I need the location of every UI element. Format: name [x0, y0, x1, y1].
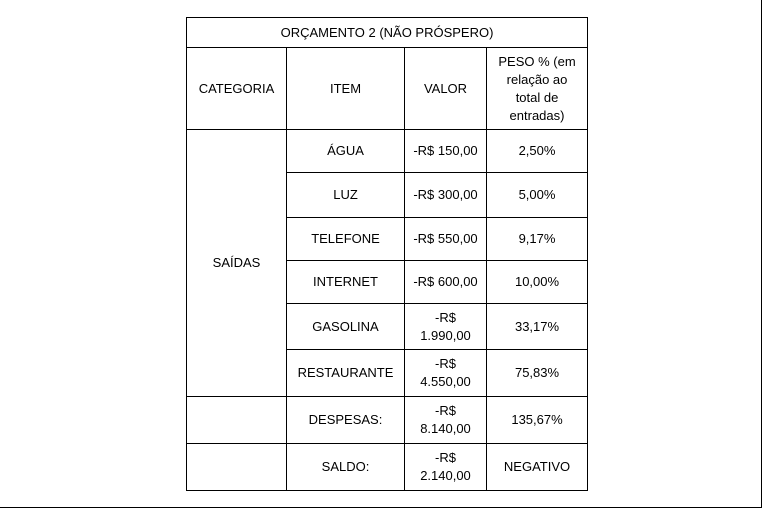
peso-cell: 75,83% — [487, 350, 588, 397]
header-item: ITEM — [287, 48, 405, 130]
summary-row-saldo — [187, 444, 588, 491]
valor-cell: -R$ 550,00 — [405, 218, 487, 261]
item-cell: TELEFONE — [287, 218, 405, 261]
table-row — [187, 130, 588, 173]
frame-bottom-border — [0, 507, 762, 508]
table-title: ORÇAMENTO 2 (NÃO PRÓSPERO) — [187, 18, 588, 48]
summary-label: SALDO: — [287, 444, 405, 491]
valor-cell: -R$ 300,00 — [405, 173, 487, 218]
summary-peso: 135,67% — [487, 397, 588, 444]
item-cell: RESTAURANTE — [287, 350, 405, 397]
peso-cell: 10,00% — [487, 261, 588, 304]
table-header-row — [187, 48, 588, 130]
summary-peso: NEGATIVO — [487, 444, 588, 491]
valor-cell: -R$ 1.990,00 — [405, 304, 487, 350]
valor-cell: -R$ 150,00 — [405, 130, 487, 173]
peso-cell: 2,50% — [487, 130, 588, 173]
header-valor: VALOR — [405, 48, 487, 130]
frame-right-border — [761, 0, 762, 507]
peso-cell: 33,17% — [487, 304, 588, 350]
peso-cell: 5,00% — [487, 173, 588, 218]
summary-valor: -R$ 2.140,00 — [405, 444, 487, 491]
empty-cell — [187, 444, 287, 491]
summary-valor: -R$ 8.140,00 — [405, 397, 487, 444]
empty-cell — [187, 397, 287, 444]
category-cell: SAÍDAS — [187, 130, 287, 397]
item-cell: ÁGUA — [287, 130, 405, 173]
table-title-row — [187, 18, 588, 48]
header-categoria: CATEGORIA — [187, 48, 287, 130]
summary-label: DESPESAS: — [287, 397, 405, 444]
item-cell: GASOLINA — [287, 304, 405, 350]
valor-cell: -R$ 600,00 — [405, 261, 487, 304]
budget-table — [186, 17, 588, 491]
header-peso: PESO % (em relação ao total de entradas) — [487, 48, 588, 130]
peso-cell: 9,17% — [487, 218, 588, 261]
item-cell: LUZ — [287, 173, 405, 218]
item-cell: INTERNET — [287, 261, 405, 304]
summary-row-despesas — [187, 397, 588, 444]
valor-cell: -R$ 4.550,00 — [405, 350, 487, 397]
